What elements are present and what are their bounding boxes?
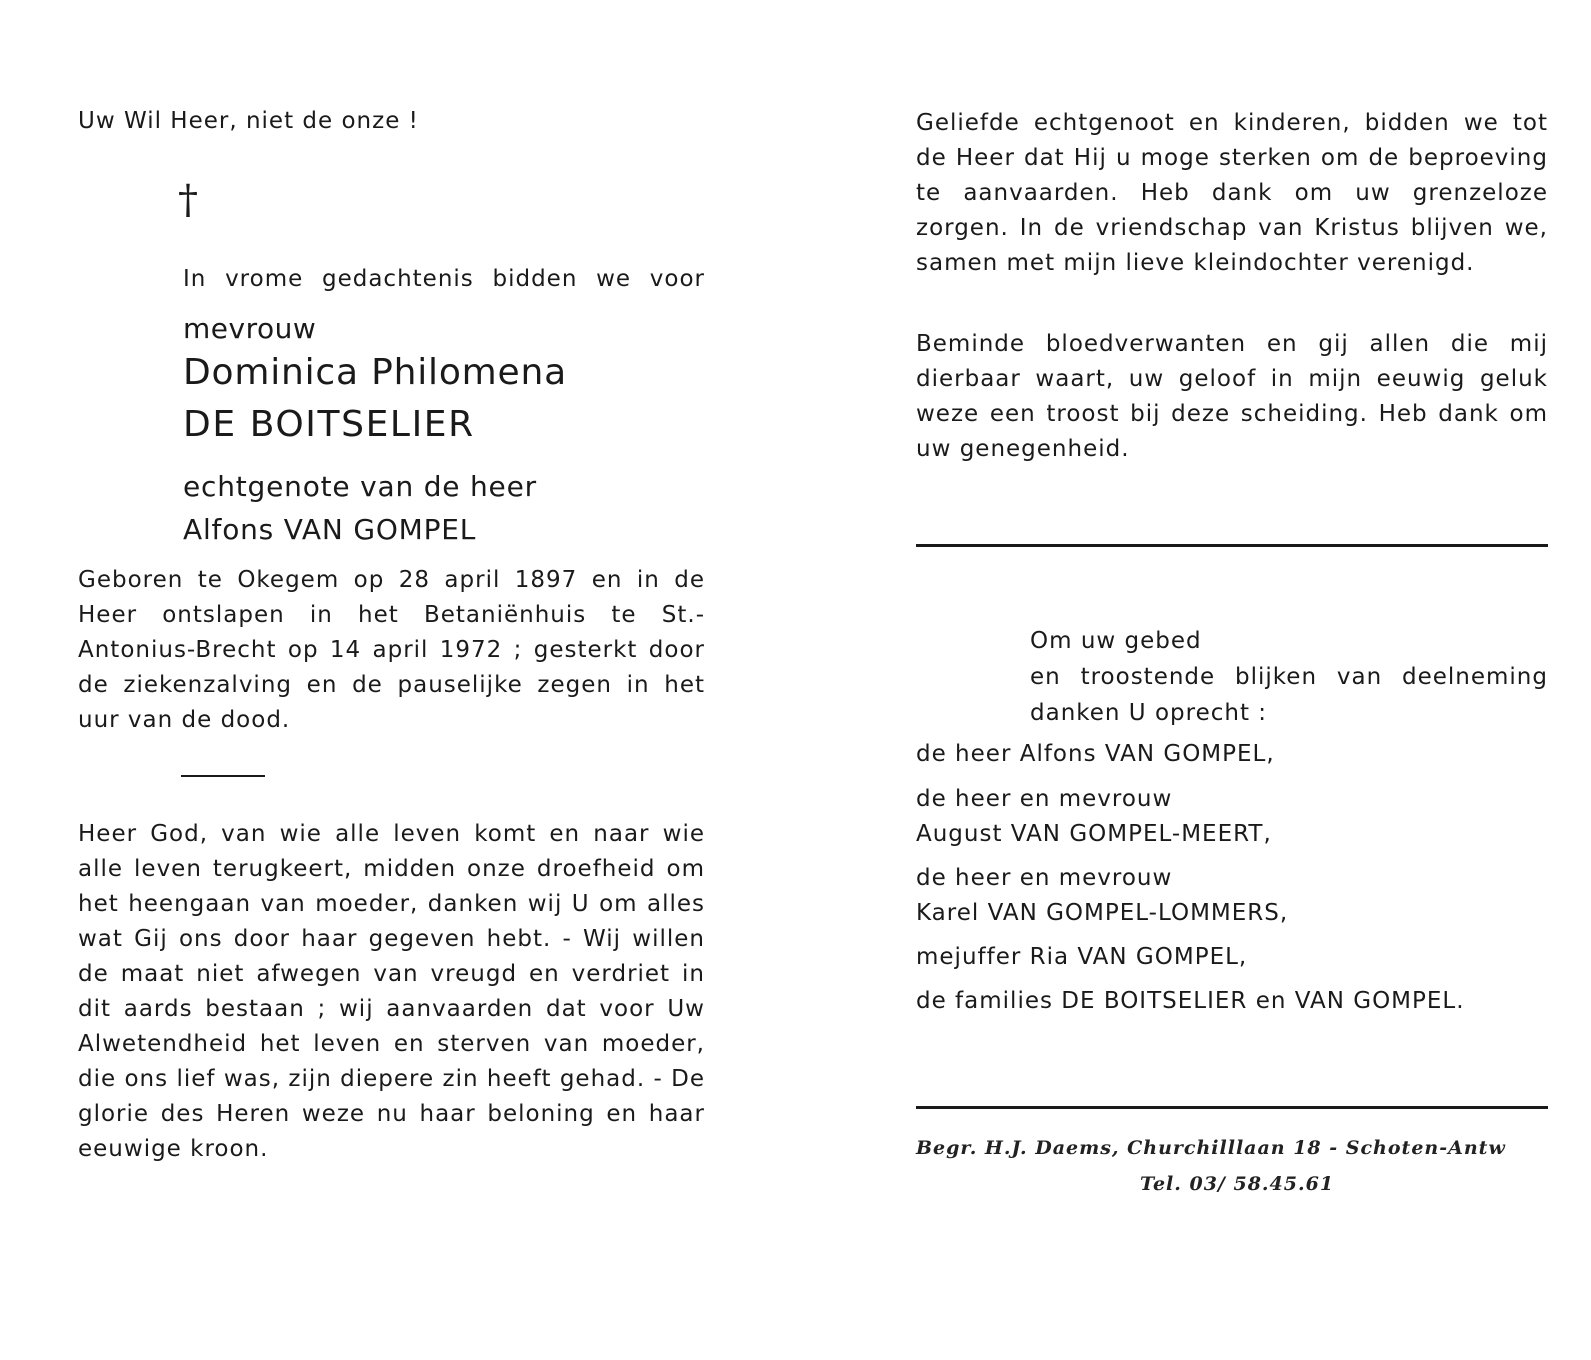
divider-line [916, 1106, 1548, 1109]
cross-icon: † [178, 177, 198, 223]
thanks-block [1030, 623, 1548, 731]
family-line: Karel VAN GOMPEL-LOMMERS, [916, 900, 1289, 926]
printer-credit: Begr. H.J. Daems, Churchilllaan 18 - Schoten-Antw [916, 1137, 1506, 1159]
family-line: de heer Alfons VAN GOMPEL, [916, 741, 1275, 767]
right-page [795, 0, 1591, 1360]
family-line: August VAN GOMPEL-MEERT, [916, 821, 1272, 847]
spouse-name: Alfons VAN GOMPEL [183, 513, 477, 546]
birth-death-text: Geboren te Okegem op 28 april 1897 en in de Heer ontslapen in het Betaniënhuis te St.-Antonius-Brecht op 14 april 1972 ; gesterkt door de ziekenzalving en de pauselijke zegen in het uur van de dood. [78, 567, 705, 733]
title-mevrouw: mevrouw [183, 312, 317, 345]
deceased-last-name: DE BOITSELIER [183, 404, 475, 445]
thanks-line: danken U oprecht : [1030, 700, 1268, 726]
farewell-paragraph-2: Beminde bloedverwanten en gij allen die mij dierbaar waart, uw geloof in mijn eeuwig geluk weze een troost bij deze scheiding. Heb dank om uw genegenheid. [916, 331, 1548, 462]
spouse-label: echtgenote van de heer [183, 470, 537, 503]
left-page [0, 0, 795, 1360]
thanks-line: en troostende blijken van deelneming [1030, 664, 1548, 690]
family-line: de heer en mevrouw [916, 865, 1173, 891]
family-line: de heer en mevrouw [916, 786, 1173, 812]
farewell-paragraph-1: Geliefde echtgenoot en kinderen, bidden we tot de Heer dat Hij u moge sterken om de beproeving te aanvaarden. Heb dank om uw grenzeloze zorgen. In de vriendschap van Kristus blijven we, samen met mijn lieve kleindochter verenigd. [916, 110, 1548, 276]
printer-telephone: Tel. 03/ 58.45.61 [1140, 1173, 1335, 1195]
divider-line [916, 544, 1548, 547]
thanks-line: Om uw gebed [1030, 628, 1202, 654]
deceased-first-names: Dominica Philomena [183, 352, 567, 393]
family-line: de families DE BOITSELIER en VAN GOMPEL. [916, 988, 1465, 1014]
short-divider [181, 775, 265, 777]
prayer-text: Heer God, van wie alle leven komt en naar wie alle leven terugkeert, midden onze droefheid om het heengaan van moeder, danken wij U om alles wat Gij ons door haar gegeven hebt. - Wij willen de maat niet afwegen van vreugd en verdriet in dit aards bestaan ; wij aanvaarden dat voor Uw Alwetendheid het leven en sterven van moeder, die ons lief was, zijn diepere zin heeft gehad. - De glorie des Heren weze nu haar beloning en haar eeuwige kroon. [78, 821, 705, 1162]
intro-text: In vrome gedachtenis bidden we voor [183, 266, 705, 292]
motto: Uw Wil Heer, niet de onze ! [78, 108, 419, 134]
family-line: mejuffer Ria VAN GOMPEL, [916, 944, 1248, 970]
